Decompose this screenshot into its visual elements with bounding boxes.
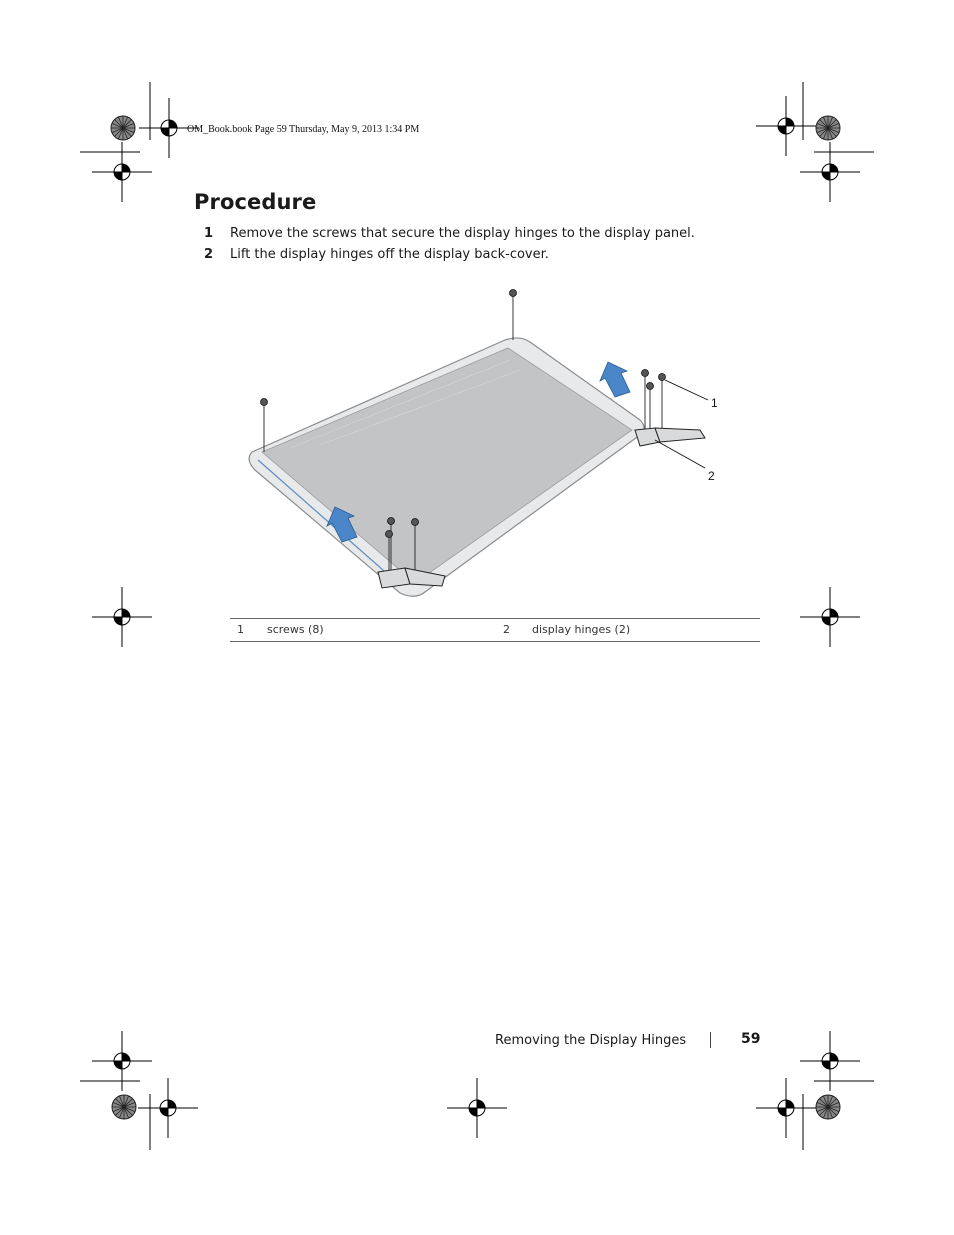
legend-label: display hinges (2)	[532, 623, 631, 636]
legend-table	[230, 618, 760, 642]
page-number: 59	[741, 1031, 761, 1047]
step-text: Remove the screws that secure the display hinges to the display panel.	[230, 226, 695, 241]
screw	[261, 399, 268, 406]
footer-section-title: Removing the Display Hinges	[495, 1033, 687, 1048]
step-number: 1	[204, 226, 214, 241]
display-hinges-illustration	[230, 280, 730, 615]
screw	[412, 519, 419, 526]
screw	[386, 531, 393, 538]
legend-label: screws (8)	[267, 623, 324, 636]
screw	[510, 290, 517, 297]
screw	[642, 370, 649, 377]
page-title: Procedure	[194, 190, 317, 214]
screw	[647, 383, 654, 390]
step-number: 2	[204, 247, 214, 262]
callout-number: 2	[708, 469, 715, 483]
legend-number: 2	[503, 623, 510, 636]
footer-divider	[710, 1032, 711, 1048]
callout-number: 1	[711, 396, 718, 410]
lift-arrow-icon	[600, 362, 630, 397]
print-slug: OM_Book.book Page 59 Thursday, May 9, 2013 1:34 PM	[187, 124, 420, 135]
step-item	[204, 247, 549, 262]
legend-number: 1	[237, 623, 244, 636]
screw	[388, 518, 395, 525]
screw	[659, 374, 666, 381]
step-item	[204, 226, 695, 241]
display-hinge	[635, 428, 705, 446]
step-text: Lift the display hinges off the display back-cover.	[230, 247, 549, 262]
